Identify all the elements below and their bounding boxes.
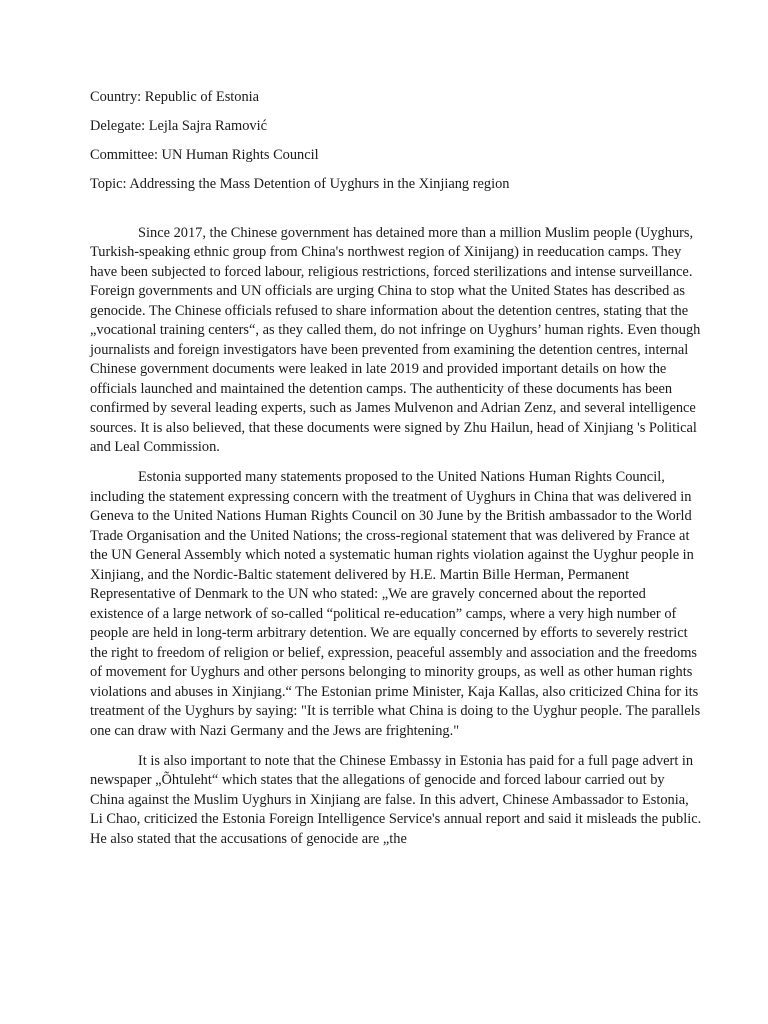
paragraph-chinese-embassy: It is also important to note that the Chinese Embassy in Estonia has paid for a full page advert in newspaper „Õhtuleht“ which states that the allegations of genocide and forced labour carried out by China against the Muslim Uyghurs in Xinjiang are false. In this advert, Chinese Ambassador to Estonia, Li Chao, criticized the Estonia Foreign Intelligence Service's annual report and said it misleads the public. He also stated that the accusations of genocide are „the [90, 752, 702, 847]
paragraph-background: Since 2017, the Chinese government has detained more than a million Muslim people (Uyghurs, Turkish-speaking ethnic group from China's northwest region of Xinijang) in reeducation camps. They have been subjected to forced labour, religious restrictions, forced sterilizations and intense surveillance. Foreign governments and UN officials are urging China to stop what the United States has described as genocide. The Chinese officials refused to share information about the detention centres, stating that the „vocational training centers“, as they called them, do not infringe on Uyghurs’ human rights. Even though journalists and foreign investigators have been prevented from examining the detention centres, internal Chinese government documents were leaked in late 2019 and provided important details on how the officials launched and maintained the detention camps. The authenticity of these documents has been confirmed by several leading experts, such as James Mulvenon and Adrian Zenz, and several intelligence sources. It is also believed, that these documents were signed by Zhu Hailun, head of Xinjiang 's Political and Leal Commission. [90, 224, 701, 455]
delegate-line: Delegate: Lejla Sajra Ramović [90, 118, 268, 134]
position-paper-header [90, 88, 702, 195]
document-page [90, 88, 702, 860]
country-line: Country: Republic of Estonia [90, 89, 260, 105]
topic-line: Topic: Addressing the Mass Detention of Uyghurs in the Xinjiang region [90, 176, 510, 192]
paragraph-estonia-position: Estonia supported many statements proposed to the United Nations Human Rights Council, including the statement expressing concern with the treatment of Uyghurs in China that was delivered in Geneva to the United Nations Human Rights Council on 30 June by the British ambassador to the World Trade Organisation and the United Nations; the cross-regional statement that was delivered by France at the UN General Assembly which noted a systematic human rights violation against the Uyghur people in Xinjiang, and the Nordic-Baltic statement delivered by H.E. Martin Bille Herman, Permanent Representative of Denmark to the UN who stated: „We are gravely concerned about the reported existence of a large network of so-called “political re-education” camps, where a very high number of people are held in long-term arbitrary detention. We are equally concerned by efforts to severely restrict the right to freedom of religion or belief, expression, peaceful assembly and association and the freedoms of movement for Uyghurs and other persons belonging to minority groups, as well as other human rights violations and abuses in Xinjiang.“ The Estonian prime Minister, Kaja Kallas, also criticized China for its treatment of the Uyghurs by saying: "It is terrible what China is doing to the Uyghur people. The parallels one can draw with Nazi Germany and the Jews are frightening." [90, 469, 701, 739]
document-body [90, 224, 702, 850]
committee-line: Committee: UN Human Rights Council [90, 147, 319, 163]
